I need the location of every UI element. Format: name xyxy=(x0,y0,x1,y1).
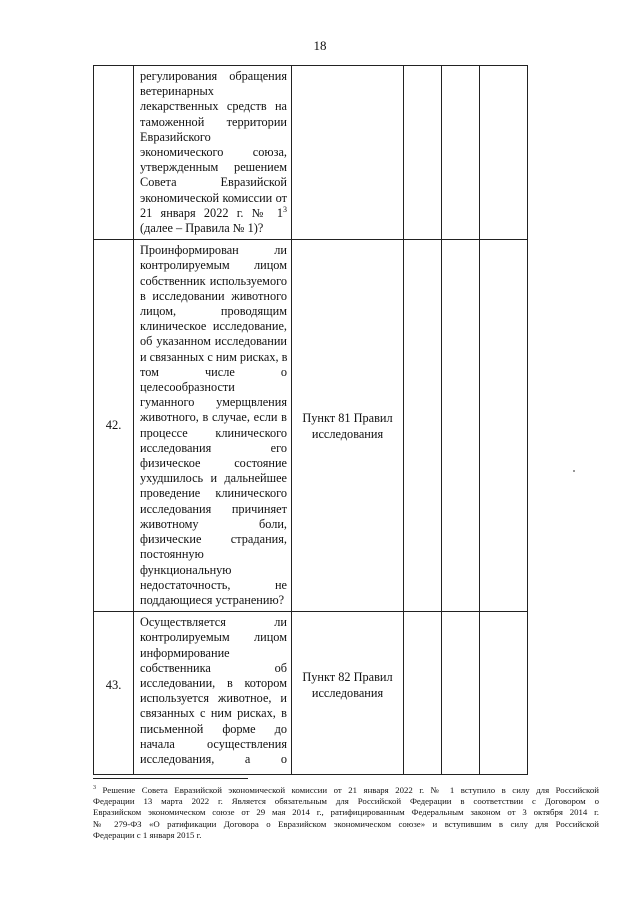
row-number xyxy=(94,66,134,240)
question-line: связанных с ним рисках, в xyxy=(140,706,287,721)
question-line: письменной форме до xyxy=(140,721,287,736)
question-line: гуманного умерщвления xyxy=(140,395,287,410)
question-line: ветеринарных xyxy=(140,84,214,99)
row-number: 43. xyxy=(94,612,134,775)
footnote-separator xyxy=(93,778,248,779)
table-row xyxy=(94,240,528,612)
question-line: том числе о xyxy=(140,364,287,379)
question-line: информирование xyxy=(140,645,230,660)
question-line: постоянную xyxy=(140,547,204,562)
empty-cell xyxy=(404,240,442,612)
footnote-reference: 3 xyxy=(283,204,287,214)
question-line: утвержденным решением xyxy=(140,160,287,175)
question-line: и связанных с ним рисках, в xyxy=(140,349,288,364)
question-line: исследования, а о xyxy=(140,751,287,766)
footnote xyxy=(93,785,599,841)
question-line: лекарственных средств на xyxy=(140,99,287,114)
question-line: регулирования обращения xyxy=(140,69,287,83)
question-line: экономического союза, xyxy=(140,145,287,160)
question-line: в исследовании животного xyxy=(140,288,287,303)
question-line: физические страдания, xyxy=(140,532,287,547)
question-line: таможенной территории xyxy=(140,114,287,129)
question-line: животного, в случае, если в xyxy=(140,410,287,425)
empty-cell xyxy=(480,612,528,775)
question-line: собственник используемого xyxy=(140,273,287,288)
question-line: лицом, проводящим xyxy=(140,304,287,319)
question-line: Совета Евразийской xyxy=(140,175,287,190)
question-line: экономической комиссии от xyxy=(140,190,287,205)
question-line: Осуществляется ли xyxy=(140,615,287,630)
footnote-line: Евразийском экономическом союзе от 29 мая 2014 г., ратифицированным Федеральным законом от 3 октября 2014 г. xyxy=(93,807,599,818)
reference-cell: Пункт 82 Правил исследования xyxy=(292,612,404,775)
question-line: ухудшилось и дальнейшее xyxy=(140,471,287,486)
question-line: процессе клинического xyxy=(140,425,287,440)
table-row xyxy=(94,612,528,775)
question-line: контролируемым лицом xyxy=(140,630,287,645)
question-line: Проинформирован ли xyxy=(140,243,287,258)
question-line: используется животное, и xyxy=(140,691,287,706)
empty-cell xyxy=(442,66,480,240)
question-cell xyxy=(134,612,292,775)
question-line: Евразийского xyxy=(140,129,211,144)
question-line: проведение клинического xyxy=(140,486,287,501)
question-cell xyxy=(134,240,292,612)
question-line: об указанном исследовании xyxy=(140,334,287,349)
question-cell xyxy=(134,66,292,240)
question-line: недостаточность, не xyxy=(140,577,287,592)
question-line: исследовании, в котором xyxy=(140,675,287,690)
footnote-line: $^3$ Решение Совета Евразийской экономической комиссии от 21 января 2022 г. № 1 вступило в силу для Российской xyxy=(93,785,599,795)
question-line: клиническое исследование, xyxy=(140,319,287,334)
question-line-with-footnote: 21 января 2022 г. № $1^3$ xyxy=(140,204,287,220)
page-number: 18 xyxy=(313,38,327,53)
question-line: физическое состояние xyxy=(140,456,287,471)
question-line: функциональную xyxy=(140,562,232,577)
question-line: животному боли, xyxy=(140,516,287,531)
question-line: собственника об xyxy=(140,660,287,675)
footnote-line: Федерации 13 марта 2022 г. Является обязательным для Российской Федерации в соответствии с Договором о xyxy=(93,796,599,807)
checklist-table xyxy=(93,65,528,775)
empty-cell xyxy=(480,66,528,240)
reference-cell xyxy=(292,66,404,240)
footnote-line: № 279-ФЗ «О ратификации Договора о Евразийском экономическом союзе» и вступившим в силу для Российской xyxy=(93,818,599,829)
question-line: исследования его xyxy=(140,440,287,455)
footnote-mark: 3 xyxy=(93,785,96,792)
question-line: контролируемым лицом xyxy=(140,258,287,273)
question-line: поддающиеся устранению? xyxy=(140,592,285,607)
scan-speck xyxy=(573,470,575,472)
question-line: (далее – Правила № 1)? xyxy=(140,221,264,236)
empty-cell xyxy=(442,612,480,775)
reference-cell: Пункт 81 Правил исследования xyxy=(292,240,404,612)
question-line: начала осуществления xyxy=(140,736,287,751)
empty-cell xyxy=(480,240,528,612)
empty-cell xyxy=(442,240,480,612)
row-number: 42. xyxy=(94,240,134,612)
question-line: исследования причиняет xyxy=(140,501,287,516)
table-row xyxy=(94,66,528,240)
empty-cell xyxy=(404,66,442,240)
empty-cell xyxy=(404,612,442,775)
question-line: целесообразности xyxy=(140,380,235,395)
footnote-line: Федерации с 1 января 2015 г. xyxy=(93,829,202,840)
